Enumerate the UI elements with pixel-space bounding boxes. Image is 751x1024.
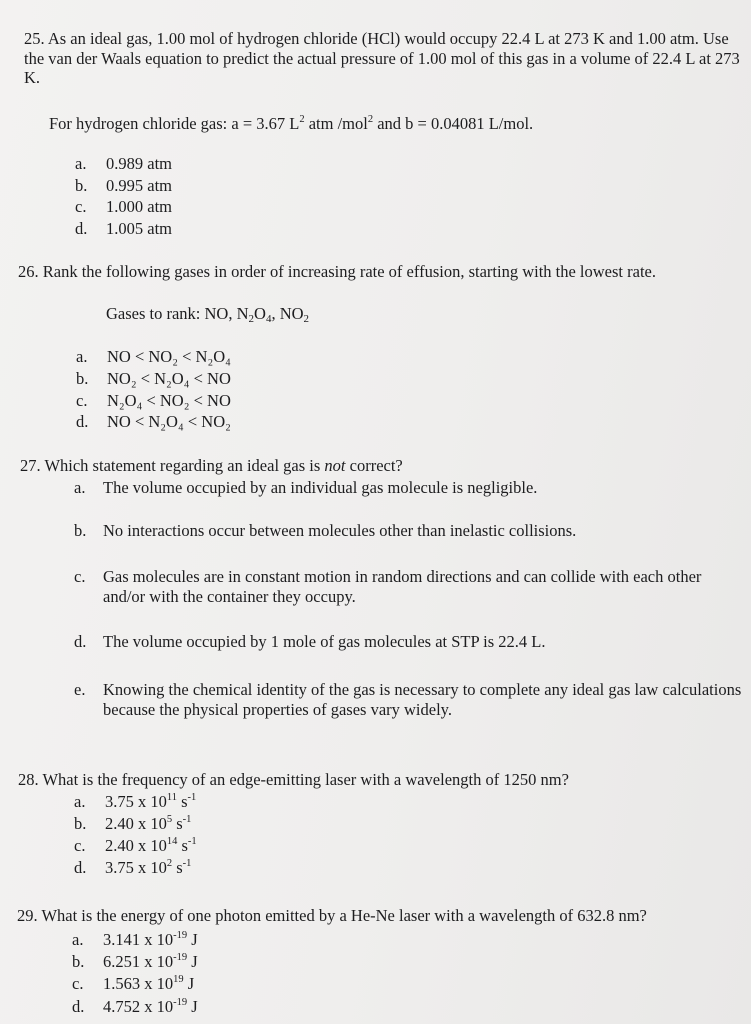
answer-option[interactable]: d. The volume occupied by 1 mole of gas molecules at STP is 22.4 L. <box>74 632 546 651</box>
question-number: 25. <box>24 29 45 48</box>
answer-option[interactable]: d. 3.75 x $10^2$ $s^{-1}$ <box>74 858 192 877</box>
emphasis: not <box>324 456 346 475</box>
answer-option[interactable]: d. 1.005 atm <box>75 219 172 238</box>
question-28-stem <box>18 770 569 790</box>
answer-option[interactable]: b. 6.251 x $10^{-19}$ J <box>72 952 198 971</box>
question-text: Rank the following gases in order of increasing rate of effusion, starting with the lowest rate. <box>42 262 656 281</box>
answer-option[interactable]: a. NO < NO₂ < N₂O₄ <box>76 347 231 366</box>
question-number: 28. <box>18 770 39 789</box>
answer-option[interactable]: a. 0.989 atm <box>75 154 172 173</box>
question-text: What is the frequency of an edge-emitting laser with a wavelength of 1250 nm? <box>42 770 569 789</box>
answer-option[interactable]: c. 1.000 atm <box>75 197 172 216</box>
question-text: As an ideal gas, 1.00 mol of hydrogen chloride (HCl) would occupy 22.4 L at 273 K and 1.00 atm. Use the van der Waals equation to predict the actual pressure of 1.00 mol of this gas in a volume of 22.4 L at 273 K. <box>24 29 740 87</box>
answer-option[interactable]: b. NO₂ < N₂O₄ < NO <box>76 369 231 388</box>
constants-line: For hydrogen chloride gas: a = 3.67 $L^2$ atm /mol$^2$ and b = 0.04081 L/mol. <box>49 114 534 133</box>
answer-option[interactable]: a. 3.141 x $10^{-19}$ J <box>72 930 198 949</box>
question-27-stem: 27. Which statement regarding an ideal gas is not correct? <box>20 456 403 475</box>
question-25-stem <box>24 29 746 88</box>
answer-option[interactable]: c. N₂O₄ < NO₂ < NO <box>76 391 231 410</box>
answer-option[interactable]: c. Gas molecules are in constant motion in random directions and can collide with each other and/or with the container they occupy. <box>74 567 702 606</box>
gases-to-rank: Gases to rank: NO, $N_2O_4$, $NO_2$ <box>106 304 310 325</box>
answer-option[interactable]: b. 0.995 atm <box>75 176 172 195</box>
answer-option[interactable]: e. Knowing the chemical identity of the gas is necessary to complete any ideal gas law calculations because the physical properties of gases vary widely. <box>74 680 742 719</box>
answer-option[interactable]: b. No interactions occur between molecules other than inelastic collisions. <box>74 521 577 540</box>
question-26-stem <box>18 262 656 282</box>
question-number: 26. <box>18 262 39 281</box>
question-29-stem <box>17 906 647 926</box>
answer-option[interactable]: c. 2.40 x $10^{14}$ $s^{-1}$ <box>74 836 197 855</box>
answer-option[interactable]: d. 4.752 x $10^{-19}$ J <box>72 997 198 1016</box>
answer-option[interactable]: a. 3.75 x $10^{11}$ $s^{-1}$ <box>74 792 197 811</box>
answer-option[interactable]: a. The volume occupied by an individual gas molecule is negligible. <box>74 478 538 497</box>
question-number: 27. <box>20 456 41 475</box>
question-number: 29. <box>17 906 38 925</box>
answer-option[interactable]: b. 2.40 x $10^5$ $s^{-1}$ <box>74 814 192 833</box>
answer-option[interactable]: c. 1.563 x $10^{19}$ J <box>72 974 195 993</box>
question-text: What is the energy of one photon emitted by a He-Ne laser with a wavelength of 632.8 nm? <box>41 906 647 925</box>
answer-option[interactable]: d. NO < N₂O₄ < NO₂ <box>76 412 231 431</box>
